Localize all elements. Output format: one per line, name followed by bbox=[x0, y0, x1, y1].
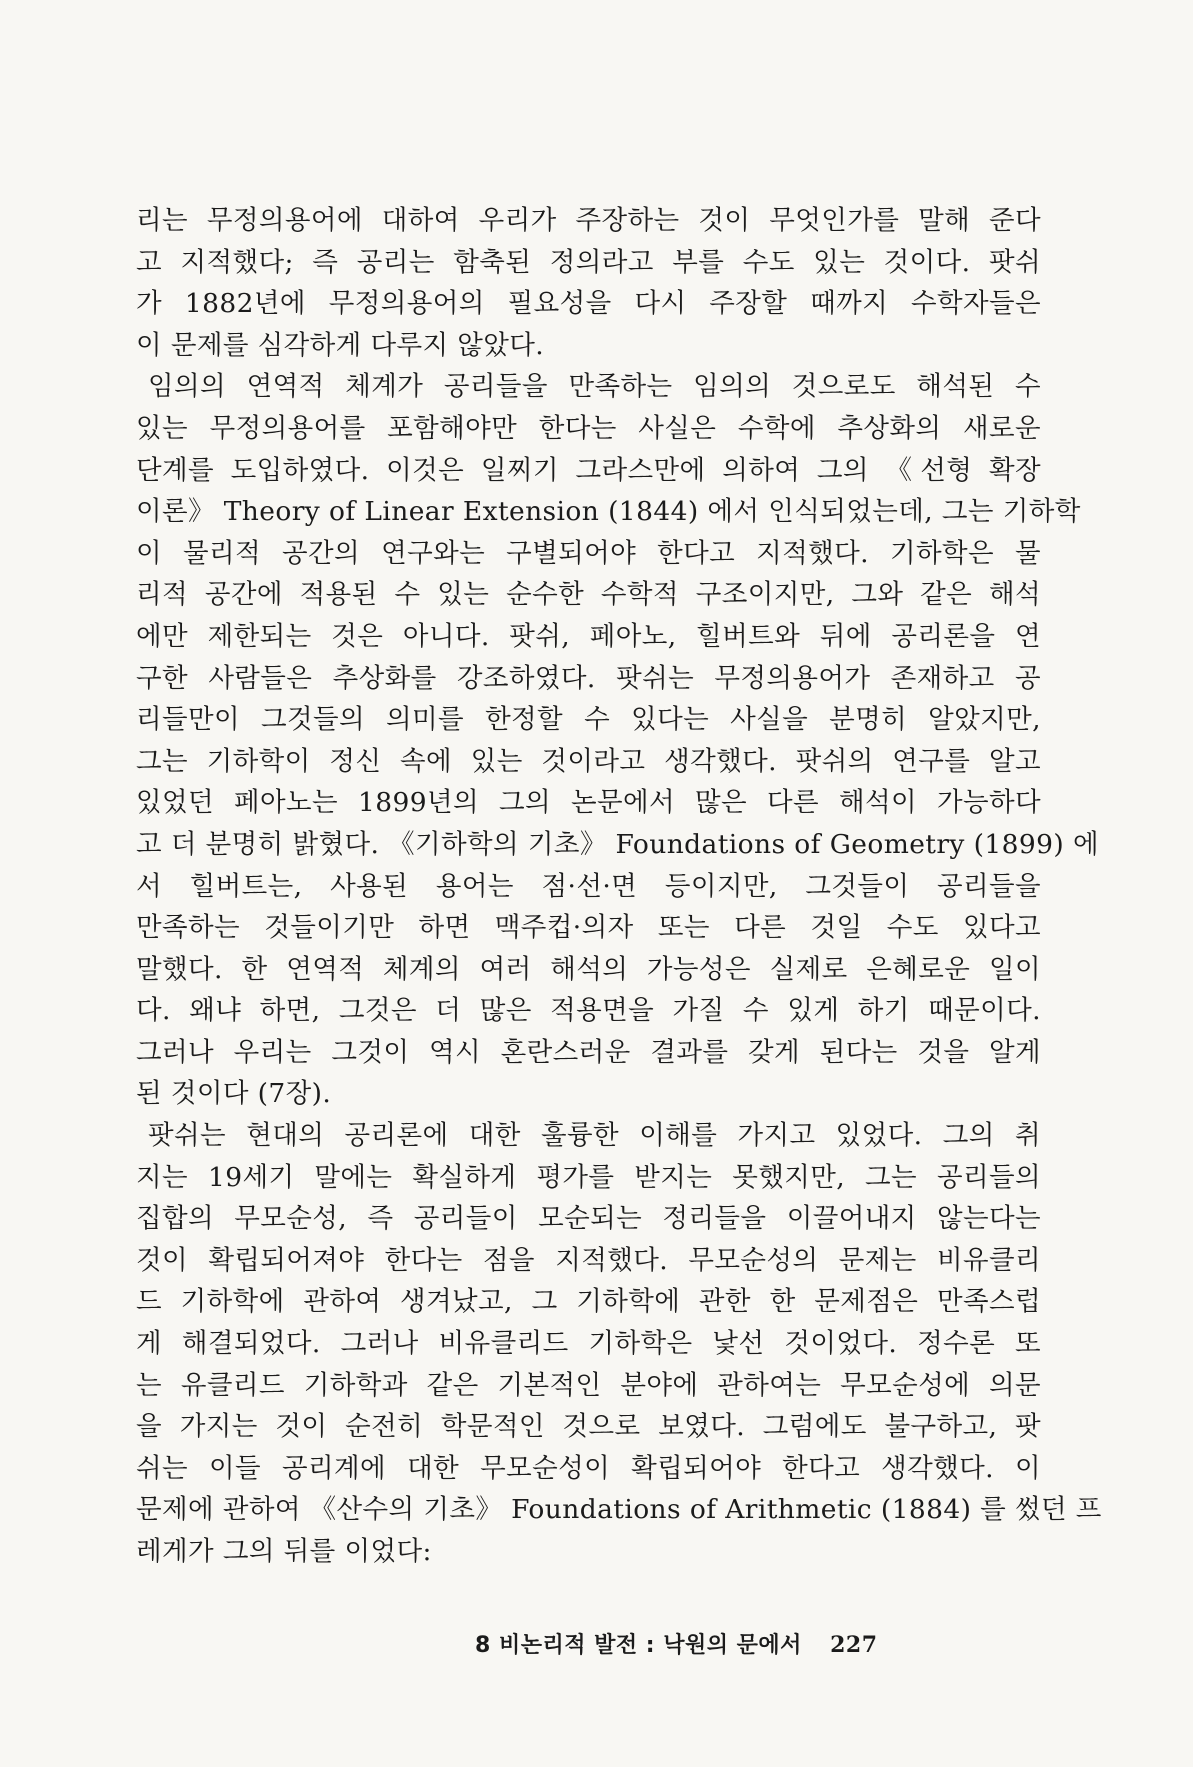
text-line: 임의의 연역적 체계가 공리들을 만족하는 임의의 것으로도 해석된 수 bbox=[148, 371, 1041, 403]
text-line: 팟쉬는 현대의 공리론에 대한 훌륭한 이해를 가지고 있었다. 그의 취 bbox=[148, 1120, 1041, 1152]
text-line: 그러나 우리는 그것이 역시 혼란스러운 결과를 갖게 된다는 것을 알게 bbox=[136, 1036, 1041, 1068]
text-line: 말했다. 한 연역적 체계의 여러 해석의 가능성은 실제로 은혜로운 일이 bbox=[136, 953, 1041, 985]
text-line: 리는 무정의용어에 대하여 우리가 주장하는 것이 무엇인가를 말해 준다 bbox=[136, 205, 1041, 236]
running-head: 8 비논리적 발전 : 낙원의 문에서 bbox=[475, 1633, 802, 1658]
text-line: 게 해결되었다. 그러나 비유클리드 기하학은 낯선 것이었다. 정수론 또 bbox=[136, 1328, 1041, 1360]
text-line: 리들만이 그것들의 의미를 한정할 수 있다는 사실을 분명히 알았지만, bbox=[136, 704, 1041, 736]
text-line: 구한 사람들은 추상화를 강조하였다. 팟쉬는 무정의용어가 존재하고 공 bbox=[136, 662, 1041, 694]
text-line: 다. 왜냐 하면, 그것은 더 많은 적용면을 가질 수 있게 하기 때문이다. bbox=[136, 995, 1041, 1027]
text-line: 것이 확립되어져야 한다는 점을 지적했다. 무모순성의 문제는 비유클리 bbox=[136, 1244, 1041, 1276]
text-line: 드 기하학에 관하여 생겨났고, 그 기하학에 관한 한 문제점은 만족스럽 bbox=[136, 1286, 1041, 1318]
text-line: 이론》 Theory of Linear Extension (1844) 에서 인식되었는데, 그는 기하학 bbox=[136, 496, 1081, 528]
body-text bbox=[136, 200, 1102, 1573]
text-line: 된 것이다 (7장). bbox=[136, 1078, 332, 1110]
text-line: 는 유클리드 기하학과 같은 기본적인 분야에 관하여는 무모순성에 의문 bbox=[136, 1369, 1041, 1401]
text-line: 을 가지는 것이 순전히 학문적인 것으로 보였다. 그럼에도 불구하고, 팟 bbox=[136, 1411, 1041, 1443]
text-line: 에만 제한되는 것은 아니다. 팟쉬, 페아노, 힐버트와 뒤에 공리론을 연 bbox=[136, 620, 1041, 652]
text-line: 문제에 관하여 《산수의 기초》 Foundations of Arithmetic (1884) 를 썼던 프 bbox=[136, 1494, 1102, 1526]
text-line: 있었던 페아노는 1899년의 그의 논문에서 많은 다른 해석이 가능하다 bbox=[136, 787, 1041, 819]
text-line: 서 힐버트는, 사용된 용어는 점·선·면 등이지만, 그것들이 공리들을 bbox=[136, 870, 1041, 902]
page-footer bbox=[475, 1628, 885, 1659]
text-line: 고 지적했다; 즉 공리는 함축된 정의라고 부를 수도 있는 것이다. 팟쉬 bbox=[136, 246, 1041, 278]
text-line: 이 물리적 공간의 연구와는 구별되어야 한다고 지적했다. 기하학은 물 bbox=[136, 537, 1041, 569]
text-line: 단계를 도입하였다. 이것은 일찌기 그라스만에 의하여 그의 《선형 확장 bbox=[136, 454, 1041, 486]
page-number: 227 bbox=[830, 1632, 878, 1658]
text-line: 고 더 분명히 밝혔다. 《기하학의 기초》 Foundations of Geometry (1899) 에 bbox=[136, 828, 1099, 860]
text-line: 레게가 그의 뒤를 이었다: bbox=[136, 1536, 432, 1567]
text-line: 있는 무정의용어를 포함해야만 한다는 사실은 수학에 추상화의 새로운 bbox=[136, 412, 1041, 444]
text-line: 가 1882년에 무정의용어의 필요성을 다시 주장할 때까지 수학자들은 bbox=[136, 288, 1041, 320]
text-line: 만족하는 것들이기만 하면 맥주컵·의자 또는 다른 것일 수도 있다고 bbox=[136, 912, 1041, 944]
text-line: 집합의 무모순성, 즉 공리들이 모순되는 정리들을 이끌어내지 않는다는 bbox=[136, 1203, 1041, 1235]
text-line: 쉬는 이들 공리계에 대한 무모순성이 확립되어야 한다고 생각했다. 이 bbox=[136, 1452, 1041, 1484]
text-line: 그는 기하학이 정신 속에 있는 것이라고 생각했다. 팟쉬의 연구를 알고 bbox=[136, 745, 1041, 777]
text-line: 리적 공간에 적용된 수 있는 순수한 수학적 구조이지만, 그와 같은 해석 bbox=[136, 579, 1041, 611]
text-line: 이 문제를 심각하게 다루지 않았다. bbox=[136, 329, 545, 361]
text-line: 지는 19세기 말에는 확실하게 평가를 받지는 못했지만, 그는 공리들의 bbox=[136, 1161, 1041, 1193]
